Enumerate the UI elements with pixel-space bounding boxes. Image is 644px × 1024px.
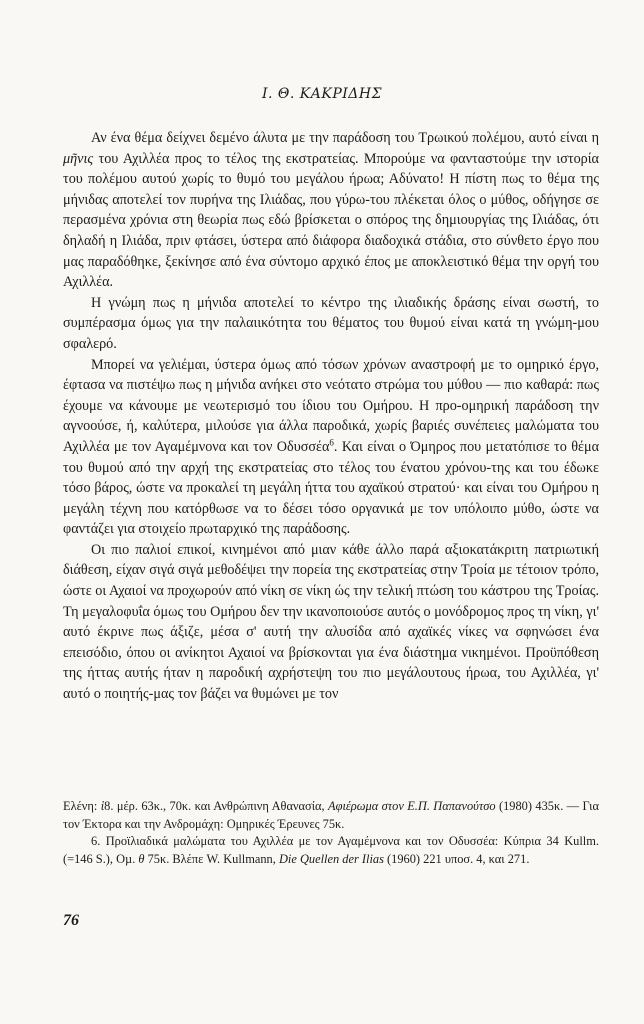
paragraph — [63, 293, 599, 355]
text-span: (1980) 435κ. — Για τον Έκτορα και την Ανδρομάχη: Ομηρικές Έρευνες 75κ. — [63, 799, 600, 831]
text-span: 6. Προϊλιαδικά μαλώματα του Αχιλλέα με τον Αγαμέμνονα και τον Οδυσσέα: Κύπρια 34 Kullm. (=146 S.), Οµ. — [63, 834, 599, 866]
italic-span: Die Quellen der Ilias — [278, 851, 384, 866]
body-text — [63, 128, 599, 705]
italic-span: μῆνις — [63, 150, 94, 167]
text-span: . Και είναι ο Όμηρος που μετατόπισε το θέμα του θυμού από την αρχή της εκστρατείας στο τέλος του ένατου χρόνου-της και του έδωκε τόσο βάρος, ώστε να προκαλεί τη μεγάλη ήττα του αχαϊκού στρατού· και είναι του Ομήρου η μεγάλη τέχνη που κατόρθωσε να το δέσει τόσο οργανικά με τον υπόλοιπο μύθο, ώστε να φαντάζει για στοιχείο πρωταρχικό της παράδοσης. — [63, 438, 600, 538]
text-span: Η γνώμη πως η μήνιδα αποτελεί το κέντρο της ιλιαδικής δράσης είναι σωστή, το συμπέρασμα όμως για την παλαιικότητα του θέματος του θυμού είναι κατά τη γνώμη-μου σφαλερό. — [63, 294, 599, 352]
footnote — [63, 833, 599, 868]
paragraph — [63, 540, 599, 705]
footnote-ref: 6 — [329, 437, 334, 448]
text-span: Ελένη: — [63, 799, 101, 813]
italic-span: ἱ — [100, 799, 105, 813]
footnote — [63, 798, 599, 833]
text-span: του Αχιλλέα προς το τέλος της εκστρατείας. Μπορούμε να φανταστούμε την ιστορία του πολέμου αυτού χωρίς το θυμό του μεγάλου ήρωα; Αδύνατο! Η πίστη πως το θέμα της μήνιδας αποτελεί τον πυρήνα της Ιλιάδας, που γύρω-του πλέκεται όλος ο μύθος, οδήγησε σε περασμένα χρόνια στη θεωρία πως εδώ βρίσκεται ο σπόρος της δημιουργίας της Ιλιάδας, ότι δηλαδή η Ιλιάδα, πριν φτάσει, ύστερα από διάφορα διαδοχικά στάδια, στο σύνθετο έργο που μας παραδόθηκε, ξεκίνησε από ένα σύντομο αρχικό έπος με αποκλειστικό θέμα την οργή του Αχιλλέα. — [63, 150, 599, 291]
text-span: 75κ. Βλέπε W. Kullmann, — [144, 851, 279, 866]
paragraph — [63, 355, 599, 540]
running-head: Ι. Θ. ΚΑΚΡΙΔΗΣ — [261, 86, 382, 102]
text-span: Οι πιο παλιοί επικοί, κινημένοι από μιαν κάθε άλλο παρά αξιοκατάκριτη πατριωτική διάθεση, είχαν σιγά σιγά μεθοδέψει την πορεία της εκστρατείας στην Τροία με τέτοιον τρόπο, ώστε οι Αχαιοί να προχωρούν από νίκη σε νίκη ώς την τελική πτώση του κάστρου της Τροίας. Τη μεγαλοφυΐα όμως του Ομήρου δεν την ικανοποιούσε αυτός ο μονόδρομος προς τη νίκη, γι' αυτό έκρινε πως άξιζε, μέσα σ' αυτή την αλυσίδα από αχαϊκές νίκες να σφηνώσει ένα επεισόδιο, όπου οι ανίκητοι Αχαιοί να βρίσκονται για ένα διάστημα νικημένοι. Προϋπόθεση της ήττας αυτής ήταν η παροδική αχρήστεψη του πιο μεγάλουτους ήρωα, του Αχιλλέα, γι' αυτό ο ποιητής-μας τον βάζει να θυμώνει με τον — [63, 541, 599, 703]
text-span: Μπορεί να γελιέμαι, ύστερα όμως από τόσων χρόνων αναστροφή με το ομηρικό έργο, έφτασα να πιστέψω πως η μήνιδα ανήκει στο νεότατο στρώμα του μύθου — πιο καθαρά: πως έχουμε να κάνουμε με νεωτερισμό του ίδιου του Ομήρου. Η προ-ομηρική παράδοση την αγνοούσε, ή, καλύτερα, μιλούσε για άλλα παροδικά, χωρίς βαριές συνέπειες μαλώματα του Αχιλλέα με τον Αγαμέμνονα και τον Οδυσσέα — [63, 356, 599, 455]
italic-span: Αφιέρωμα στον Ε.Π. Παπανούτσο — [328, 799, 496, 813]
footnotes — [63, 798, 599, 868]
text-span: (1960) 221 υποσ. 4, και 271. — [383, 851, 530, 866]
text-span: Αν ένα θέμα δείχνει δεμένο άλυτα με την παράδοση του Τρωικού πολέμου, αυτό είναι η — [91, 130, 599, 146]
page-number: 76 — [63, 912, 79, 929]
text-span: 8. μέρ. 63κ., 70κ. και Ανθρώπινη Αθανασία, — [104, 799, 329, 813]
italic-span: θ — [138, 851, 145, 866]
paragraph — [63, 128, 599, 293]
